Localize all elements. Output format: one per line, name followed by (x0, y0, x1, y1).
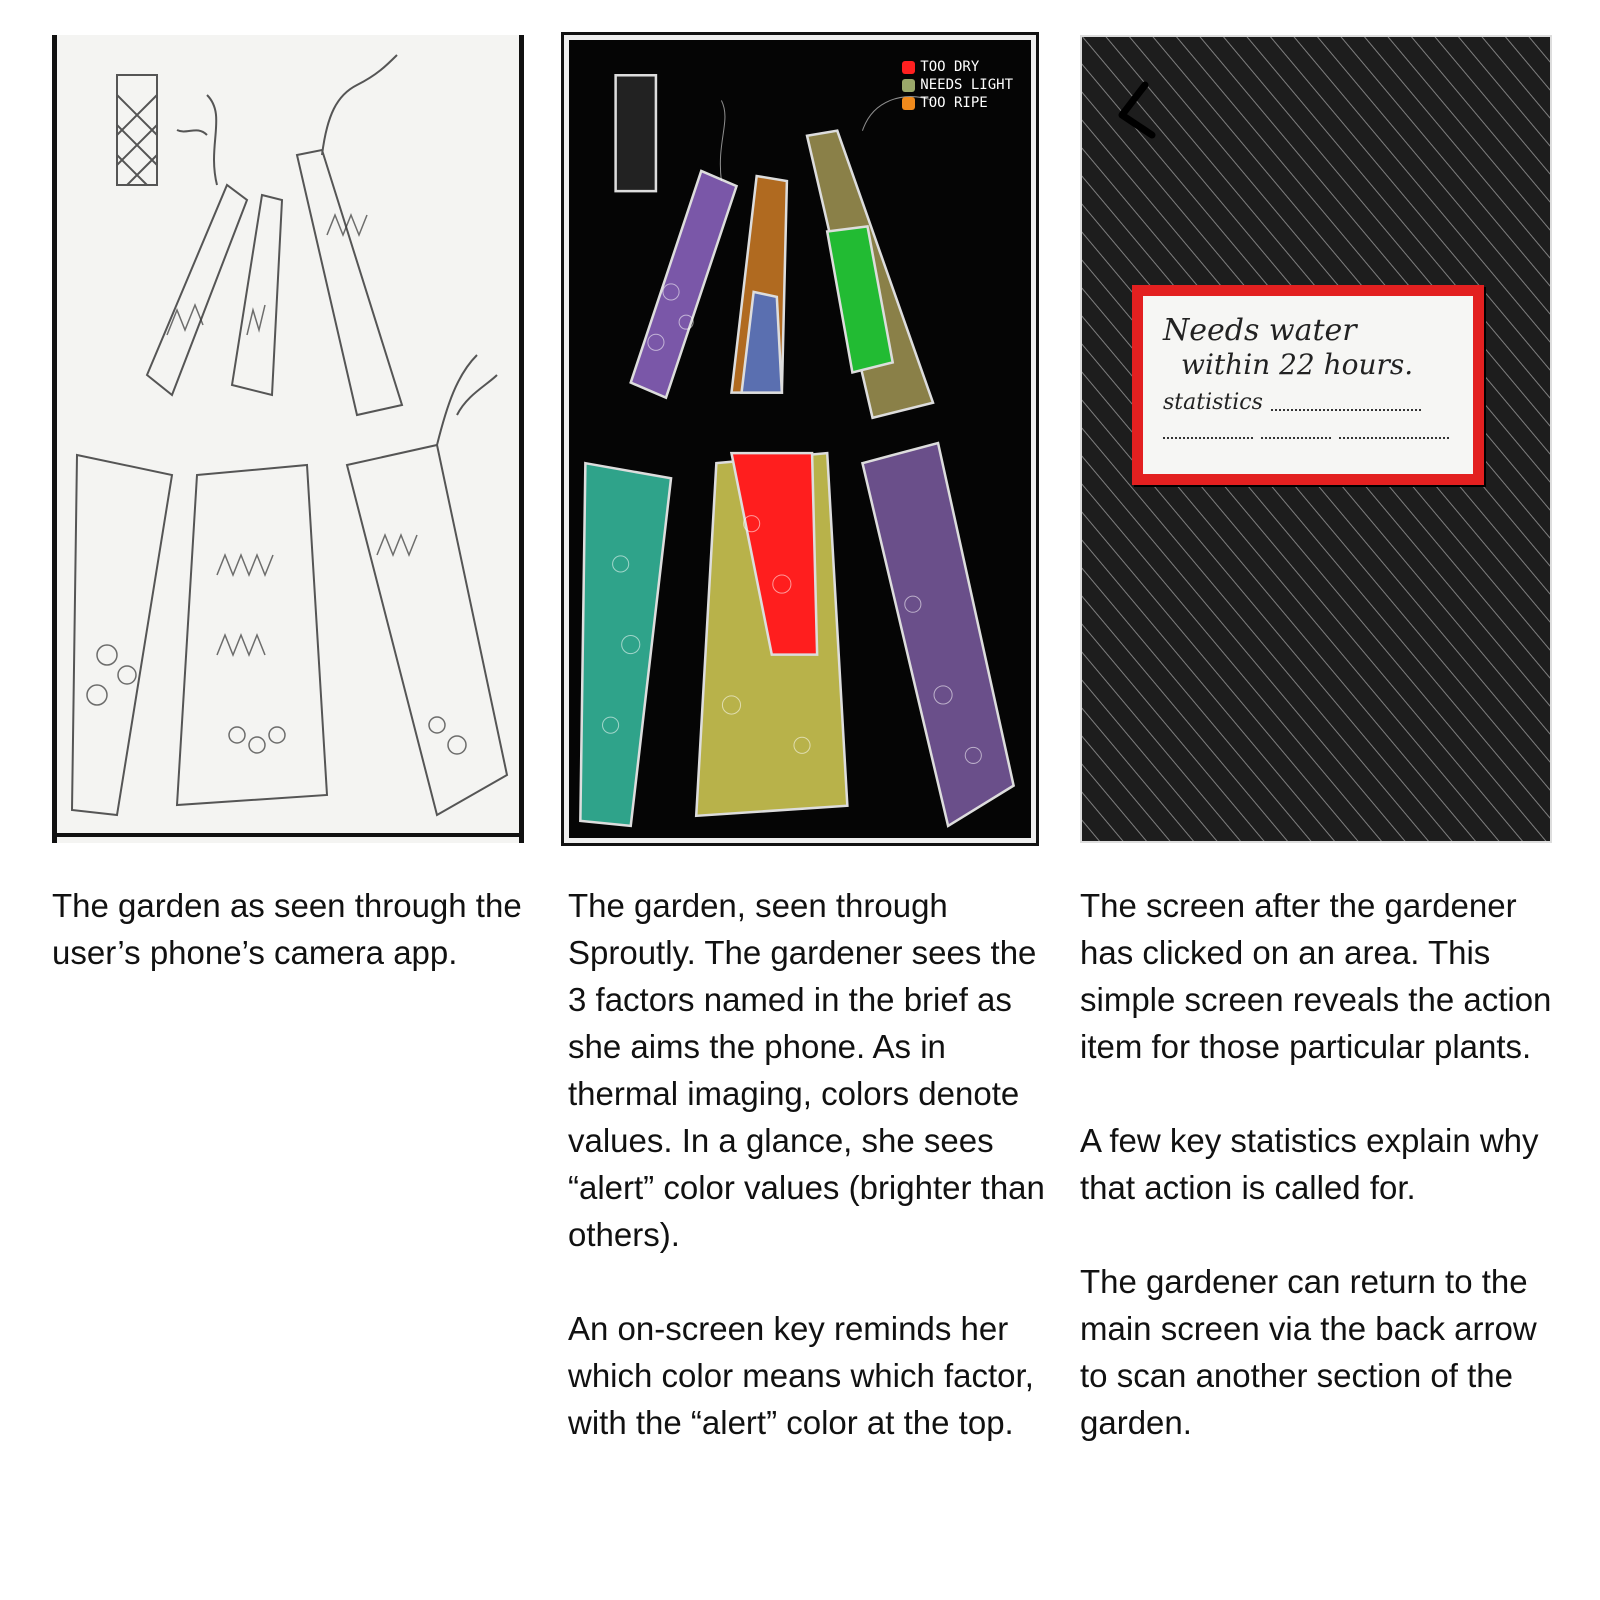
back-arrow-icon[interactable] (1110, 77, 1160, 147)
too-dry-swatch (902, 61, 915, 74)
legend-label: TOO DRY (920, 59, 980, 75)
bed-front-left (580, 463, 671, 826)
action-title: Needs water (1163, 313, 1357, 348)
sproutly-ar-view[interactable] (564, 35, 1036, 843)
caption-paragraph: An on-screen key reminds her which color means which factor, with the “alert” color at the top. (568, 1310, 1034, 1441)
caption-paragraph: The garden, seen through Sproutly. The gardener sees the 3 factors named in the brief as she aims the phone. As in thermal imaging, colors denote values. In a glance, she sees “alert” color values (brighter than others). (568, 887, 1045, 1253)
caption-paragraph: The gardener can return to the main screen via the back arrow to scan another section of the garden. (1080, 1263, 1537, 1441)
bed-back-left (631, 171, 737, 398)
statistics-label: statistics (1163, 390, 1263, 415)
camera-view-sketch (52, 35, 524, 843)
legend-label: TOO RIPE (920, 95, 988, 111)
statistics-row (1163, 390, 1453, 415)
caption-detail-screen (1080, 882, 1560, 1493)
statistics-placeholder (1261, 423, 1331, 439)
caption-paragraph: The garden as seen through the user’s phone’s camera app. (52, 887, 522, 971)
statistics-placeholder (1271, 395, 1421, 411)
legend-item-too-ripe (902, 94, 1013, 112)
too-ripe-swatch (902, 97, 915, 110)
statistics-placeholder (1339, 423, 1449, 439)
color-key-legend (902, 58, 1013, 112)
caption-camera-view (52, 882, 532, 1023)
statistics-placeholder (1163, 423, 1253, 439)
legend-item-too-dry (902, 58, 1013, 76)
caption-sproutly-view (568, 882, 1048, 1493)
statistics-row-2 (1163, 423, 1453, 439)
garden-thermal-overlay (569, 40, 1031, 838)
action-deadline: within 22 hours. (1181, 348, 1414, 381)
garden-pencil-sketch (57, 35, 519, 843)
caption-paragraph: A few key statistics explain why that action is called for. (1080, 1122, 1539, 1206)
legend-item-needs-light (902, 76, 1013, 94)
legend-label: NEEDS LIGHT (920, 77, 1013, 93)
needs-light-swatch (902, 79, 915, 92)
detail-screen (1080, 35, 1552, 843)
bed-front-right (862, 443, 1013, 826)
caption-paragraph: The screen after the gardener has clicked on an area. This simple screen reveals the action item for those particular plants. (1080, 887, 1552, 1065)
action-item-card[interactable] (1132, 285, 1484, 485)
trellis-shape (616, 75, 656, 191)
